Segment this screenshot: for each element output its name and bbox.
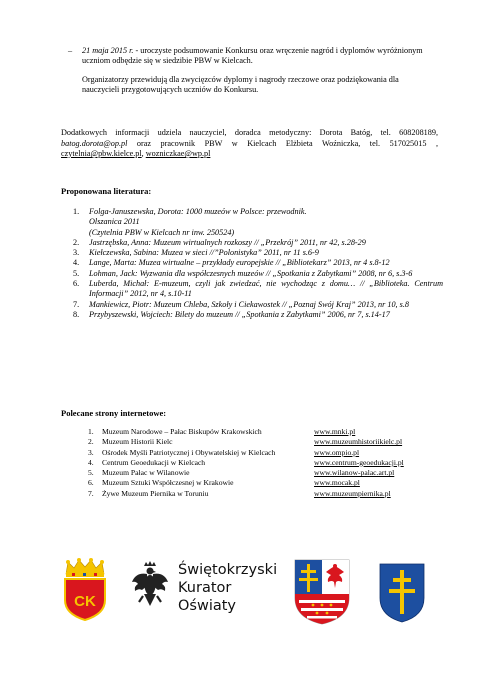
email-czytelnia-link[interactable]: czytelnia@pbw.kielce.pl (61, 149, 142, 158)
museum-name: Centrum Geoedukacji w Kielcach (102, 457, 206, 467)
item-number: 7. (88, 488, 94, 498)
list-item (73, 238, 443, 248)
item-number: 5. (88, 468, 94, 478)
contact-text-2: oraz pracownik PBW w Kielcach Elżbieta Woźniczka, tel. 517025015 , (127, 138, 438, 148)
email-batog: batog.dorota@op.pl (61, 138, 128, 148)
literature-list (73, 207, 443, 320)
kuratorium-line-1: Świętokrzyski (178, 562, 278, 578)
website-row (88, 427, 428, 437)
website-link[interactable]: www.muzeumpiernika.pl (314, 488, 391, 498)
website-link[interactable]: www.mocak.pl (314, 478, 360, 488)
item-number: 2. (88, 437, 94, 447)
item-number: 6. (73, 279, 80, 289)
event-date: 21 maja 2015 r. (82, 46, 134, 55)
list-item (73, 248, 443, 258)
item-text: Lange, Marta: Muzea wirtualne – przykłady europejskie // „Bibliotekarz” 2013, nr 4 s.8-12 (89, 258, 390, 268)
item-text: Jastrzębska, Anna: Muzeum wirtualnych rozkoszy // „Przekrój” 2011, nr 42, s.28-29 (89, 237, 366, 247)
website-row (88, 468, 428, 478)
museum-name: Muzeum Pałac w Wilanowie (102, 468, 190, 478)
item-number: 5. (73, 268, 80, 278)
crest-letters: CK (74, 593, 96, 610)
item-text: Luberda, Michał: E-muzeum, czyli jak zwiedzać, nie wychodząc z domu… // „Biblioteka. Centrum Informacji” 2012, nr 4, s.10-11 (89, 279, 443, 299)
list-dash: – (68, 46, 73, 55)
kielce-crest-logo (60, 558, 110, 622)
intro-paragraph (82, 46, 428, 66)
website-link[interactable]: www.muzeumhistoriikielc.pl (314, 437, 403, 447)
item-number: 3. (88, 447, 94, 457)
museum-name: Muzeum Historii Kielc (102, 437, 173, 447)
list-item (73, 300, 443, 310)
item-text: Folga-Januszewska, Dorota: 1000 muzeów w Polsce: przewodnik. (89, 207, 307, 216)
contact-paragraph (61, 128, 438, 160)
website-link[interactable]: www.ompio.pl (314, 447, 360, 457)
item-number: 2. (73, 237, 80, 247)
website-row (88, 458, 428, 468)
museum-name: Muzeum Sztuki Współczesnej w Krakowie (102, 478, 234, 488)
item-number: 1. (88, 427, 94, 436)
item-number: 8. (73, 309, 80, 319)
item-text: Lohman, Jack: Wyzwania dla współczesnych muzeów // „Spotkania z Zabytkami” 2008, nr 6, s.3-6 (89, 268, 413, 278)
website-link[interactable]: www.wilanow-palac.art.pl (314, 468, 395, 478)
item-number: 6. (88, 478, 94, 488)
intro-section (68, 46, 428, 95)
website-row (88, 437, 428, 447)
voivodeship-coat-of-arms (293, 558, 351, 626)
item-text-line3: (Czytelnia PBW w Kielcach nr inw. 250524) (89, 227, 235, 237)
list-item (73, 207, 443, 238)
list-item (73, 279, 443, 300)
websites-heading: Polecane strony internetowe: (61, 408, 167, 418)
item-text: Mankiewicz, Piotr: Muzeum Chleba, Szkoły i Ciekawostek // „Poznaj Swój Kraj” 2013, nr 10, s.8 (89, 299, 409, 309)
item-number: 7. (73, 299, 80, 309)
kuratorium-line-3: Oświaty (178, 598, 237, 614)
blue-cross-shield-logo (378, 562, 426, 624)
list-item (73, 258, 443, 268)
website-link[interactable]: www.centrum-geoedukacji.pl (314, 457, 404, 467)
kuratorium-logo-text (178, 561, 277, 615)
polish-eagle-emblem (130, 560, 170, 620)
contact-separator: , (141, 149, 146, 158)
website-row (88, 478, 428, 488)
website-link[interactable]: www.mnki.pl (314, 427, 356, 436)
organizers-paragraph: Organizatorzy przewidują dla zwycięzców dyplomy i nagrody rzeczowe oraz podziękowania dla nauczycieli przygotowujących uczniów do Konkursu. (82, 75, 399, 94)
museum-name: Ośrodek Myśli Patriotycznej i Obywatelskiej w Kielcach (102, 447, 276, 457)
item-text-line2: Olszanica 2011 (89, 217, 140, 227)
websites-list (88, 427, 428, 499)
museum-name: Żywe Muzeum Piernika w Toruniu (102, 488, 209, 498)
contact-text-1: Dodatkowych informacji udziela nauczyciel, doradca metodyczny: Dorota Batóg, tel. 608208189, (61, 128, 438, 137)
list-item (73, 269, 443, 279)
item-number: 1. (73, 207, 80, 216)
email-wozniczka-link[interactable]: wozniczkae@wp.pl (145, 149, 211, 158)
item-number: 3. (73, 248, 80, 258)
literature-heading: Proponowana literatura: (61, 186, 152, 196)
item-number: 4. (73, 258, 80, 268)
item-text: Przybyszewski, Wojciech: Bilety do muzeum // „Spotkania z Zabytkami” 2006, nr 7, s.14-17 (89, 309, 390, 319)
item-number: 4. (88, 457, 94, 467)
museum-name: Muzeum Narodowe – Pałac Biskupów Krakowskich (102, 427, 262, 436)
event-description: - uroczyste podsumowanie Konkursu oraz wręczenie nagród i dyplomów wyróżnionym uczniom odbędzie się w siedzibie PBW w Kielcach. (82, 46, 423, 65)
website-row (88, 448, 428, 458)
item-text: Kiełczewska, Sabina: Muzea w sieci //”Polonistyka” 2011, nr 11 s.6-9 (89, 248, 319, 258)
kuratorium-line-2: Kurator (178, 580, 232, 596)
website-row (88, 489, 428, 499)
list-item (73, 310, 443, 320)
